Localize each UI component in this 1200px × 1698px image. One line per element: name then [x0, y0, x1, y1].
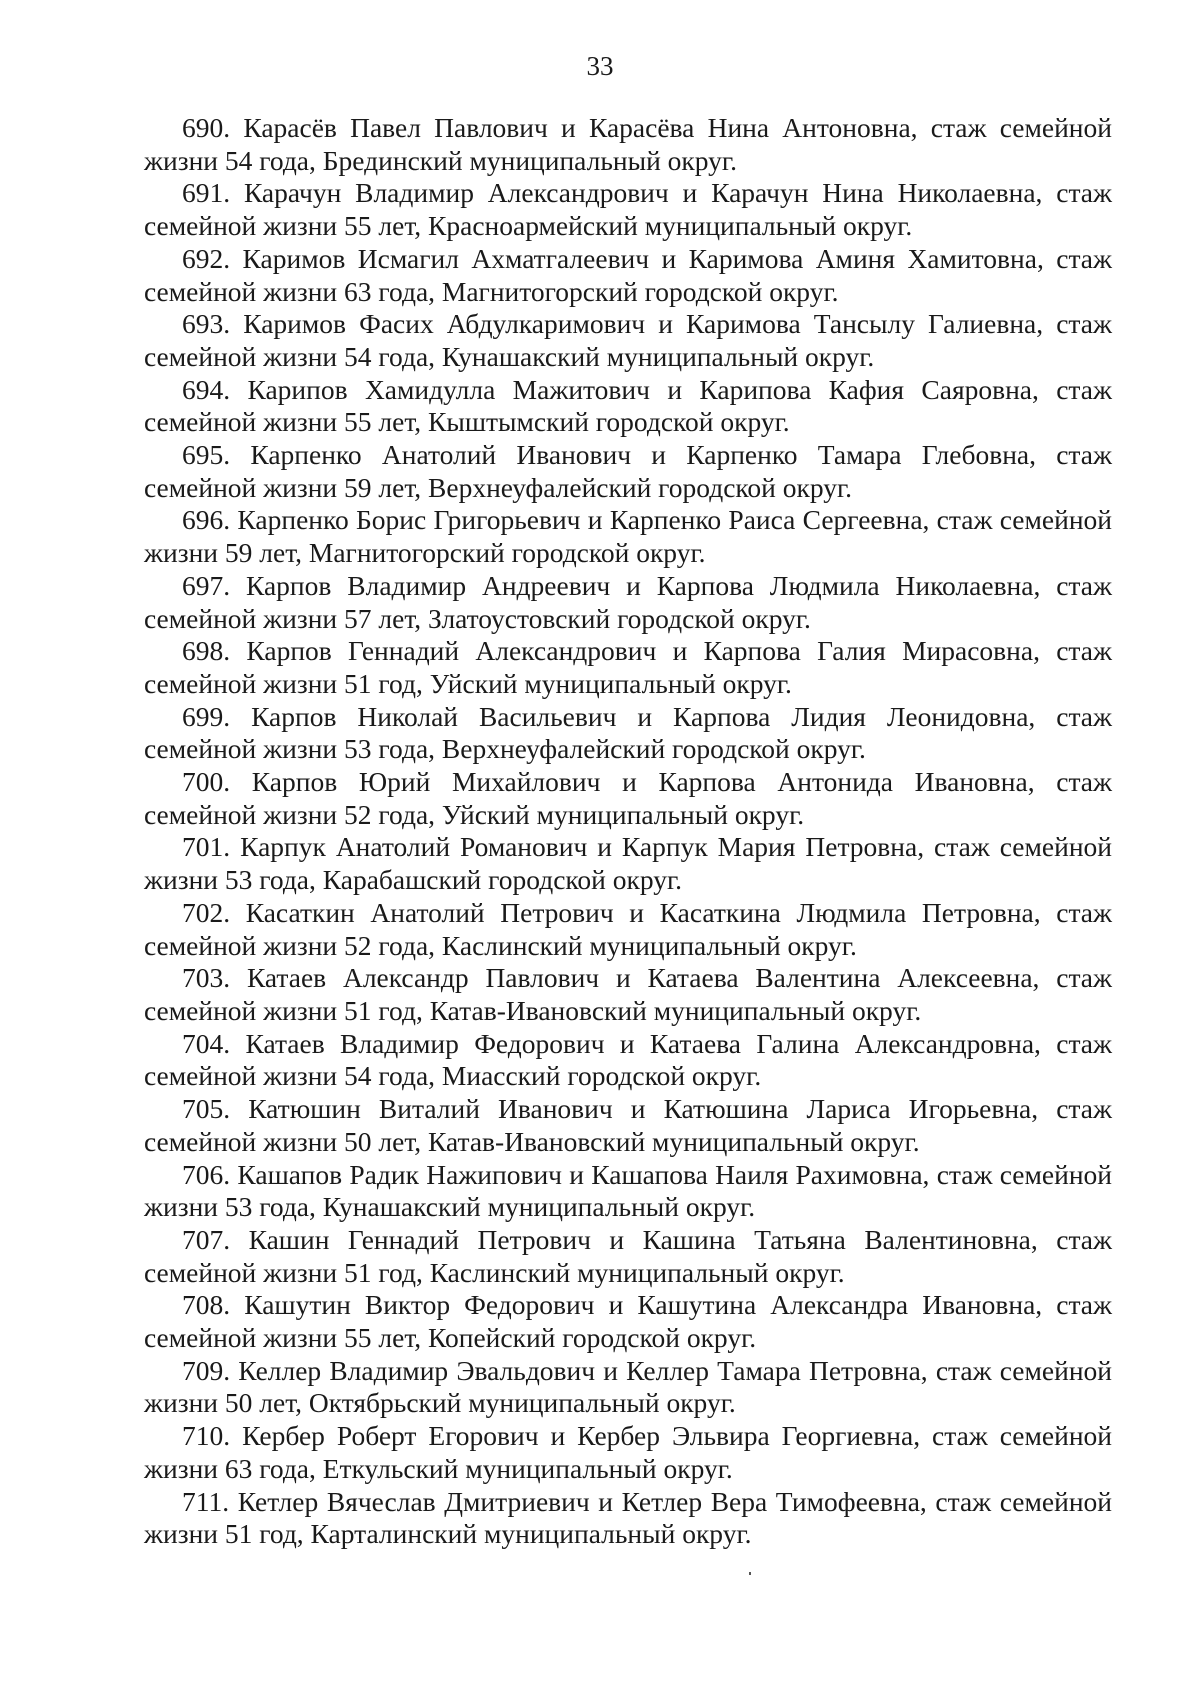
- entry-number: 704.: [182, 1027, 231, 1059]
- list-item: [144, 1224, 1112, 1289]
- entry-text: Катаев Александр Павлович и Катаева Валентина Алексеевна, стаж семейной жизни 51 год, Катав-Ивановский муниципальный округ.: [144, 962, 1112, 1026]
- entry-text: Карпенко Анатолий Иванович и Карпенко Тамара Глебовна, стаж семейной жизни 59 лет, Верхнеуфалейский городской округ.: [144, 439, 1112, 503]
- entry-number: 691.: [182, 177, 231, 209]
- entry-list: [144, 112, 1112, 1551]
- entry-number: 705.: [182, 1093, 231, 1125]
- entry-text: Кашутин Виктор Федорович и Кашутина Александра Ивановна, стаж семейной жизни 55 лет, Копейский городской округ.: [144, 1289, 1113, 1354]
- scan-artifact: [749, 1572, 751, 1575]
- entry-number: 698.: [182, 635, 231, 667]
- entry-text: Кашин Геннадий Петрович и Кашина Татьяна Валентиновна, стаж семейной жизни 51 год, Каслинский муниципальный округ.: [144, 1223, 1113, 1288]
- list-item: [144, 504, 1112, 569]
- entry-text: Карпов Юрий Михайлович и Карпова Антонида Ивановна, стаж семейной жизни 52 года, Уйский муниципальный округ.: [144, 766, 1112, 830]
- list-item: [144, 1028, 1112, 1093]
- entry-number: 710.: [182, 1420, 231, 1452]
- list-item: [144, 962, 1112, 1027]
- entry-text: Катаев Владимир Федорович и Катаева Галина Александровна, стаж семейной жизни 54 года, Миасский городской округ.: [144, 1027, 1112, 1092]
- entry-text: Кетлер Вячеслав Дмитриевич и Кетлер Вера Тимофеевна, стаж семейной жизни 51 год, Карталинский муниципальный округ.: [144, 1485, 1113, 1550]
- entry-text: Катюшин Виталий Иванович и Катюшина Лариса Игорьевна, стаж семейной жизни 50 лет, Катав-Ивановский муниципальный округ.: [144, 1093, 1112, 1157]
- list-item: [144, 570, 1112, 635]
- list-item: [144, 177, 1112, 242]
- entry-text: Карасёв Павел Павлович и Карасёва Нина Антоновна, стаж семейной жизни 54 года, Брединский муниципальный округ.: [144, 112, 1112, 176]
- entry-text: Карпов Владимир Андреевич и Карпова Людмила Николаевна, стаж семейной жизни 57 лет, Златоустовский городской округ.: [144, 569, 1112, 634]
- entry-number: 695.: [182, 439, 231, 471]
- entry-number: 690.: [182, 112, 231, 143]
- entry-number: 694.: [182, 373, 231, 405]
- entry-number: 702.: [182, 896, 231, 928]
- entry-number: 708.: [182, 1289, 231, 1321]
- entry-number: 700.: [182, 766, 231, 798]
- entry-text: Каримов Фасих Абдулкаримович и Каримова Тансылу Галиевна, стаж семейной жизни 54 года, Кунашакский муниципальный округ.: [144, 308, 1112, 372]
- entry-number: 693.: [182, 308, 231, 340]
- list-item: [144, 439, 1112, 504]
- list-item: [144, 766, 1112, 831]
- entry-text: Каримов Исмагил Ахматгалеевич и Каримова Аминя Хамитовна, стаж семейной жизни 63 года, Магнитогорский городской округ.: [144, 242, 1113, 307]
- entry-text: Келлер Владимир Эвальдович и Келлер Тамара Петровна, стаж семейной жизни 50 лет, Октябрьский муниципальный округ.: [144, 1354, 1112, 1419]
- list-item: [144, 897, 1112, 962]
- entry-text: Карпук Анатолий Романович и Карпук Мария Петровна, стаж семейной жизни 53 года, Карабашский городской округ.: [144, 831, 1113, 896]
- entry-number: 701.: [182, 831, 231, 863]
- list-item: [144, 701, 1112, 766]
- list-item: [144, 112, 1112, 177]
- list-item: [144, 308, 1112, 373]
- entry-text: Карипов Хамидулла Мажитович и Карипова Кафия Саяровна, стаж семейной жизни 55 лет, Кыштымский городской округ.: [144, 373, 1112, 438]
- entry-text: Кербер Роберт Егорович и Кербер Эльвира Георгиевна, стаж семейной жизни 63 года, Еткульский муниципальный округ.: [144, 1420, 1112, 1484]
- entry-number: 709.: [182, 1354, 231, 1386]
- list-item: [144, 1355, 1112, 1420]
- entry-number: 692.: [182, 242, 231, 274]
- list-item: [144, 831, 1112, 896]
- entry-number: 711.: [182, 1485, 230, 1517]
- list-item: [144, 1159, 1112, 1224]
- entry-number: 706.: [182, 1158, 231, 1190]
- list-item: [144, 243, 1112, 308]
- entry-text: Карачун Владимир Александрович и Карачун Нина Николаевна, стаж семейной жизни 55 лет, Красноармейский муниципальный округ.: [144, 177, 1112, 242]
- list-item: [144, 374, 1112, 439]
- list-item: [144, 1486, 1112, 1551]
- entry-text: Карпов Геннадий Александрович и Карпова Галия Мирасовна, стаж семейной жизни 51 год, Уйский муниципальный округ.: [144, 635, 1112, 699]
- entry-number: 699.: [182, 700, 231, 732]
- entry-number: 707.: [182, 1223, 231, 1255]
- list-item: [144, 1420, 1112, 1485]
- entry-number: 703.: [182, 962, 231, 994]
- entry-text: Карпенко Борис Григорьевич и Карпенко Раиса Сергеевна, стаж семейной жизни 59 лет, Магнитогорский городской округ.: [144, 504, 1113, 569]
- list-item: [144, 1289, 1112, 1354]
- entry-number: 696.: [182, 504, 231, 536]
- entry-text: Карпов Николай Васильевич и Карпова Лидия Леонидовна, стаж семейной жизни 53 года, Верхнеуфалейский городской округ.: [144, 700, 1112, 765]
- page-number: 33: [586, 51, 614, 81]
- list-item: [144, 1093, 1112, 1158]
- entry-number: 697.: [182, 569, 231, 601]
- list-item: [144, 635, 1112, 700]
- entry-text: Касаткин Анатолий Петрович и Касаткина Людмила Петровна, стаж семейной жизни 52 года, Каслинский муниципальный округ.: [144, 896, 1113, 961]
- entry-text: Кашапов Радик Нажипович и Кашапова Наиля Рахимовна, стаж семейной жизни 53 года, Кунашакский муниципальный округ.: [144, 1158, 1112, 1223]
